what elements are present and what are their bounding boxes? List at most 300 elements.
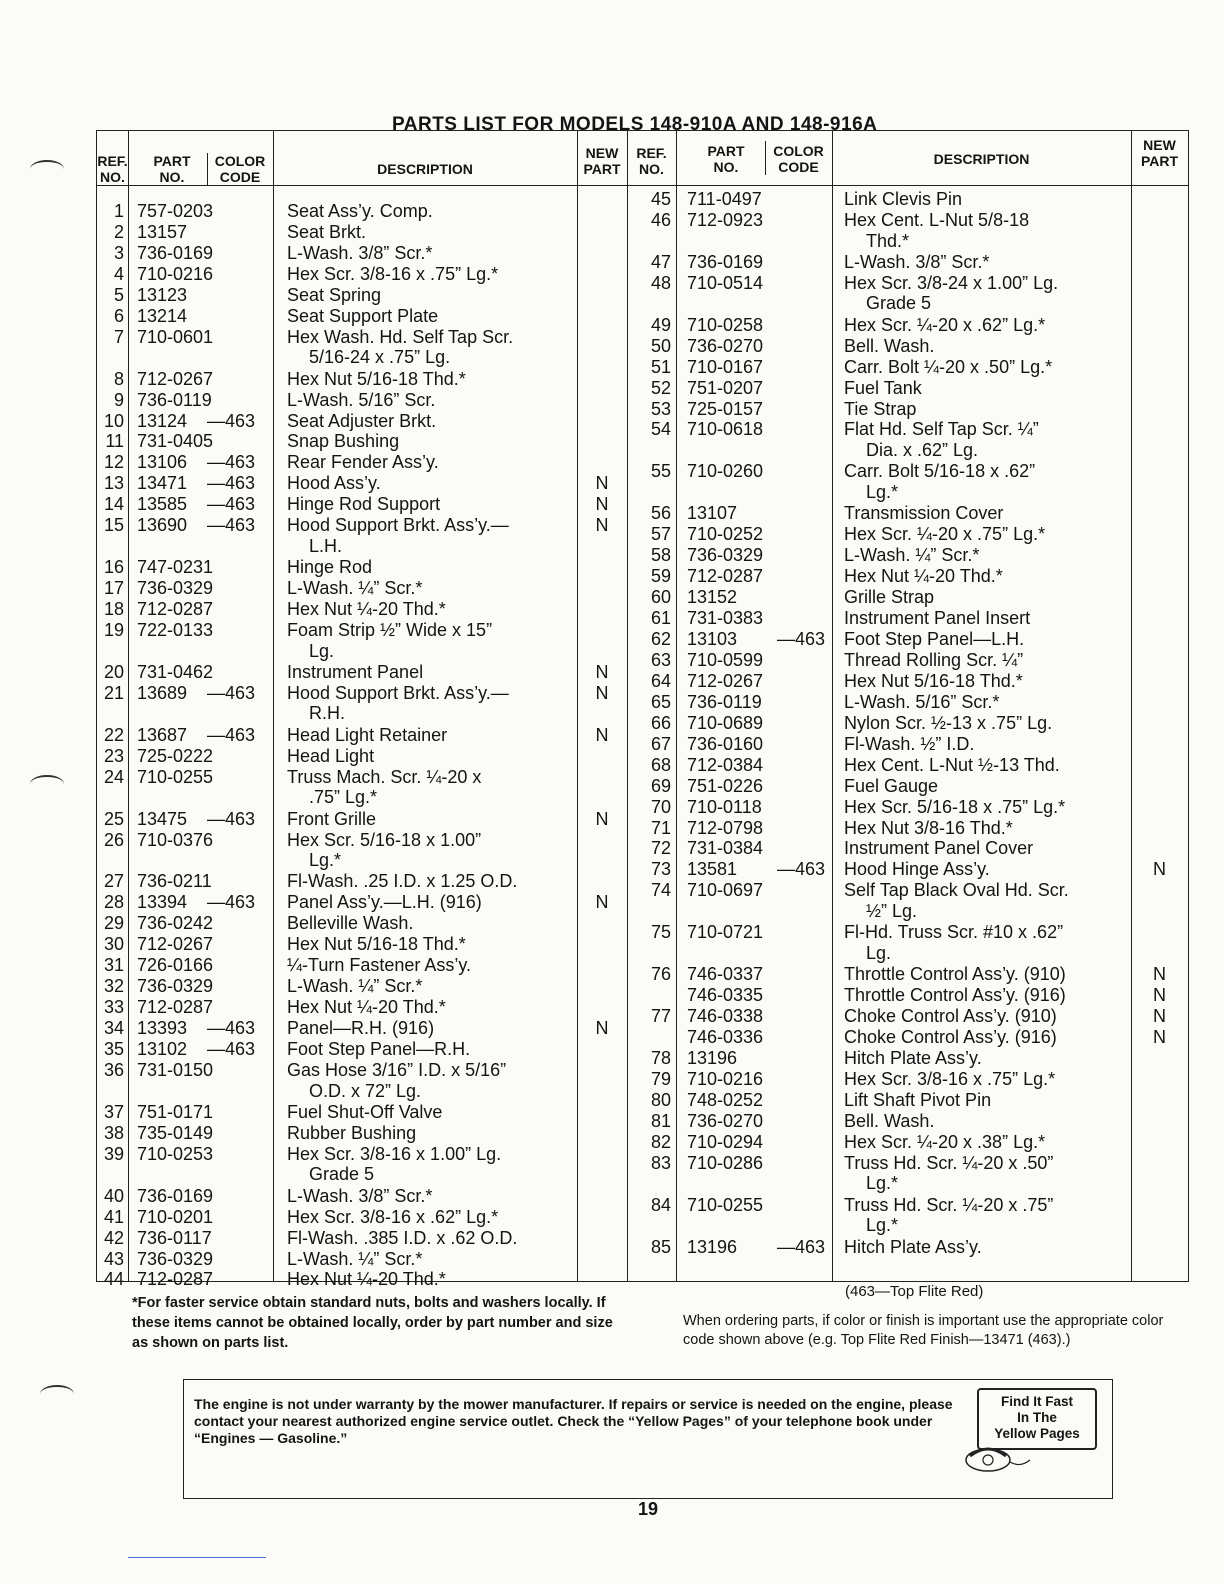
part-description-continued: Lg.* bbox=[866, 1173, 899, 1194]
ref-no: 18 bbox=[103, 599, 124, 620]
part-description: Bell. Wash. bbox=[844, 335, 935, 356]
part-description: Hood Support Brkt. Ass’y.— bbox=[287, 515, 509, 536]
part-description: Hex Scr. ¼-20 x .62” Lg.* bbox=[844, 314, 1046, 335]
part-no: 712-0287 bbox=[687, 566, 764, 587]
ref-no: 61 bbox=[650, 608, 671, 628]
ref-no: 48 bbox=[650, 272, 671, 293]
part-no: 710-0252 bbox=[687, 524, 764, 545]
part-no: 13196 bbox=[687, 1047, 738, 1068]
part-description: Throttle Control Ass’y. (916) bbox=[844, 985, 1066, 1006]
part-description: Hex Scr. 3/8-16 x .75” Lg.* bbox=[287, 263, 499, 284]
ref-no: 63 bbox=[650, 649, 671, 670]
ref-no: 56 bbox=[650, 503, 671, 524]
part-description-continued: Lg.* bbox=[866, 481, 899, 502]
ref-no: 81 bbox=[650, 1110, 671, 1131]
ref-no: 13 bbox=[103, 473, 124, 494]
part-description: Instrument Panel Insert bbox=[844, 608, 1031, 628]
part-no: 712-0287 bbox=[137, 997, 214, 1018]
part-no: 712-0267 bbox=[137, 934, 214, 955]
ref-no: 72 bbox=[650, 838, 671, 859]
part-no: 736-0329 bbox=[137, 976, 214, 997]
scan-mark bbox=[30, 775, 64, 793]
part-description: Hex Wash. Hd. Self Tap Scr. bbox=[287, 326, 514, 347]
ref-no: 14 bbox=[103, 494, 124, 515]
parts-table: REF. NO. PART NO. COLOR CODE DESCRIPTION NEW PART REF. NO. PART NO. COLOR CODE DESCRIPTION NEW PART 1 757-0203 Seat Ass’y. Comp. 2 13157 Seat Brkt. 3 736-0169 L-Wash. 3/8” Scr.* 4 710-0216 Hex Scr. 3/8-16 x .75” Lg.* 5 13123 Seat Spring 6 13214 Seat Support Plate 7 710-0601 Hex Wash. Hd. Self Tap Scr. 5/16-24 x .75” Lg. 8 712-0267 Hex Nut 5/16-18 Thd.* 9 736-0119 L-Wash. 5/16” Scr. 10 13124 —463 Seat Adjuster Brkt. 11 731-0405 Snap Bushing 12 13106 —463 Rear Fender Ass’y. 13 13471 —463 Hood Ass’y. N 14 13585 —463 Hinge Rod Support N 15 13690 —463 Hood Support Brkt. Ass’y.— L.H. N 16 747-0231 Hinge Rod 17 736-0329 L-Wash. ¼” Scr.* 18 712-0287 Hex Nut ¼-20 Thd.* 19 722-0133 Foam Strip ½” Wide x 15” Lg. 20 731-0462 Instrument Panel N 21 13689 —463 Hood Support Brkt. Ass’y.— R.H. N 22 13687 —463 Head Light Retainer N 23 725-0222 Head Light 24 710-0255 Truss Mach. Scr. ¼-20 x .75” Lg.* 25 13475 —463 Front Grille N 26 710-0376 Hex Scr. 5/16-18 x 1.00” Lg.* 27 736-0211 Fl-Wash. .25 I.D. x 1.25 O.D. 28 13394 —463 Panel Ass’y.—L.H. (916) N 29 736-0242 Belleville Wash. 30 712-0267 Hex Nut 5/16-18 Thd.* 31 726-0166 ¼-Turn Fastener Ass’y. 32 736-0329 L-Wash. ¼” Scr.* 33 712-0287 Hex Nut ¼-20 Thd.* 34 13393 —463 Panel—R.H. (916) N 35 13102 —463 Foot Step Panel—R.H. 36 731-0150 Gas Hose 3/16” I.D. x 5/16” O.D. x 72” Lg. 37 751-0171 Fuel Shut-Off Valve 38 735-0149 Rubber Bushing 39 710-0253 Hex Scr. 3/8-16 x 1.00” Lg. Grade 5 40 736-0169 L-Wash. 3/8” Scr.* 41 710-0201 Hex Scr. 3/8-16 x .62” Lg.* 42 736-0117 Fl-Wash. .385 I.D. x .62 O.D. 43 736-0329 L-Wash. ¼” Scr.* 44 712-0287 Hex Nut ¼-20 Thd.* 45 711-0497 Link Clevis Pin 46 712-0923 Hex Cent. L-Nut 5/8-18 Thd.* 47 736-0169 L-Wash. 3/8” Scr.* 48 710-0514 Hex Scr. 3/8-24 x 1.00” Lg. Grade 5 49 710-0258 Hex Scr. ¼-20 x .62” Lg.* 50 736-0270 Bell. Wash. 51 710-0167 Carr. Bolt ¼-20 x .50” Lg.* 52 751-0207 Fuel Tank 53 725-0157 Tie Strap 54 710-0618 Flat Hd. Self Tap Scr. ¼” Dia. x .62” Lg. 55 710-0260 Carr. Bolt 5/16-18 x .62” Lg.* 56 13107 Transmission Cover 57 710-0252 Hex Scr. ¼-20 x .75” Lg.* 58 736-0329 L-Wash. ¼” Scr.* 59 712-0287 Hex Nut ¼-20 Thd.* 60 13152 Grille Strap 61 731-0383 Instrument Panel Insert 62 13103 —463 Foot Step Panel—L.H. 63 710-0599 Thread Rolling Scr. ¼” 64 712-0267 Hex Nut 5/16-18 Thd.* 65 736-0119 L-Wash. 5/16” Scr.* 66 710-0689 Nylon Scr. ½-13 x .75” Lg. 67 736-0160 Fl-Wash. ½” I.D. 68 712-0384 Hex Cent. L-Nut ½-13 Thd. 69 751-0226 Fuel Gauge 70 710-0118 Hex Scr. 5/16-18 x .75” Lg.* 71 712-0798 Hex Nut 3/8-16 Thd.* 72 731-0384 Instrument Panel Cover 73 13581 —463 Hood Hinge Ass’y. N 74 710-0697 Self Tap Black Oval Hd. Scr. ½” Lg. 75 710-0721 Fl-Hd. Truss Scr. #10 x .62” Lg. 76 746-0337 Throttle Control Ass’y. (910) N 746-0335 Throttle Control Ass’y. (916) N 77 746-0338 Choke Control Ass’y. (910) N 746-0336 Choke Control Ass’y. (916) N 78 13196 Hitch Plate Ass’y. 79 710-0216 Hex Scr. 3/8-16 x .75” Lg.* 80 748-0252 Lift Shaft Pivot Pin 81 736-0270 Bell. Wash. 82 710-0294 Hex Scr. ¼-20 x .38” Lg.* 83 710-0286 Truss Hd. Scr. ¼-20 x .50” Lg.* 84 710-0255 Truss Hd. Scr. ¼-20 x .75” Lg.* 85 13196 —463 Hitch Plate Ass’y. bbox=[96, 130, 1189, 1282]
new-part-flag: N bbox=[1153, 1027, 1166, 1047]
part-no: 710-0601 bbox=[137, 326, 214, 347]
color-code: —463 bbox=[207, 473, 256, 494]
part-no: 13581 bbox=[687, 859, 738, 880]
scan-mark bbox=[30, 160, 64, 178]
part-description: Panel—R.H. (916) bbox=[287, 1018, 435, 1039]
part-description: Hex Scr. 3/8-16 x .62” Lg.* bbox=[287, 1206, 499, 1227]
new-part-flag: N bbox=[1153, 859, 1166, 880]
ref-no: 83 bbox=[650, 1152, 671, 1173]
header-ref-no: REF. bbox=[97, 153, 128, 169]
part-description: Hinge Rod Support bbox=[287, 494, 441, 515]
ref-no: 38 bbox=[103, 1122, 124, 1143]
ref-no: 40 bbox=[103, 1185, 124, 1206]
ref-no: 84 bbox=[650, 1194, 671, 1215]
part-no: 757-0203 bbox=[137, 201, 214, 221]
new-part-flag: N bbox=[1153, 985, 1166, 1006]
ref-no: 47 bbox=[650, 251, 671, 272]
ref-no: 15 bbox=[103, 515, 124, 536]
ref-no: 23 bbox=[103, 745, 124, 766]
ref-no: 74 bbox=[650, 880, 671, 901]
part-no: 736-0270 bbox=[687, 1110, 764, 1131]
header-new-part: NEW bbox=[585, 145, 619, 161]
part-description: Seat Spring bbox=[287, 284, 382, 305]
part-no: 13102 bbox=[137, 1039, 188, 1059]
part-no: 736-0242 bbox=[137, 913, 214, 934]
new-part-flag: N bbox=[595, 494, 609, 515]
part-no: 731-0383 bbox=[687, 608, 764, 628]
ref-no: 2 bbox=[113, 221, 124, 242]
new-part-flag: N bbox=[595, 515, 609, 536]
part-no: 746-0337 bbox=[687, 964, 764, 985]
part-description: Hex Nut 5/16-18 Thd.* bbox=[287, 368, 466, 389]
part-description: Snap Bushing bbox=[287, 431, 400, 452]
part-no: 710-0253 bbox=[137, 1143, 214, 1164]
header-color-code: COLOR bbox=[214, 153, 266, 169]
part-no: 746-0336 bbox=[687, 1027, 764, 1047]
ref-no: 79 bbox=[650, 1068, 671, 1089]
part-no: 710-0260 bbox=[687, 461, 764, 482]
part-no: 13690 bbox=[137, 515, 188, 536]
part-no: 13124 bbox=[137, 410, 188, 431]
part-no: 747-0231 bbox=[137, 557, 214, 578]
part-no: 13585 bbox=[137, 494, 188, 515]
part-description: Head Light Retainer bbox=[287, 724, 448, 745]
part-description: Link Clevis Pin bbox=[844, 189, 963, 209]
part-no: 736-0329 bbox=[687, 545, 764, 566]
ref-no: 42 bbox=[103, 1227, 124, 1248]
ref-no: 43 bbox=[103, 1248, 124, 1269]
ref-no: 49 bbox=[650, 314, 671, 335]
ref-no: 80 bbox=[650, 1089, 671, 1110]
telephone-icon bbox=[954, 1438, 1034, 1480]
color-code: —463 bbox=[207, 808, 256, 829]
ref-no: 60 bbox=[650, 587, 671, 608]
part-no: 710-0689 bbox=[687, 712, 764, 733]
part-no: 731-0405 bbox=[137, 431, 214, 452]
part-no: 736-0211 bbox=[137, 871, 212, 892]
ref-no: 44 bbox=[103, 1269, 124, 1290]
ref-no: 6 bbox=[113, 305, 124, 326]
ref-no: 41 bbox=[103, 1206, 124, 1227]
part-description: Hex Scr. 3/8-24 x 1.00” Lg. bbox=[844, 272, 1059, 293]
part-no: 712-0287 bbox=[137, 599, 214, 620]
header-part-no: PART bbox=[153, 153, 191, 169]
part-no: 13107 bbox=[687, 503, 738, 524]
part-no: 712-0798 bbox=[687, 817, 764, 838]
ref-no: 53 bbox=[650, 398, 671, 419]
ref-no: 11 bbox=[105, 431, 124, 452]
color-code: —463 bbox=[777, 628, 826, 649]
part-description: Carr. Bolt 5/16-18 x .62” bbox=[844, 461, 1036, 482]
ref-no: 77 bbox=[650, 1006, 671, 1027]
ref-no: 8 bbox=[113, 368, 124, 389]
new-part-flag: N bbox=[595, 473, 609, 494]
part-no: 710-0514 bbox=[687, 272, 764, 293]
part-description: Fuel Tank bbox=[844, 377, 922, 398]
part-no: 725-0157 bbox=[687, 398, 764, 419]
part-description: Truss Hd. Scr. ¼-20 x .75” bbox=[844, 1194, 1054, 1215]
part-description: Seat Brkt. bbox=[287, 221, 367, 242]
part-no: 736-0329 bbox=[137, 578, 214, 599]
part-description: Fl-Hd. Truss Scr. #10 x .62” bbox=[844, 922, 1064, 943]
part-no: 13123 bbox=[137, 284, 188, 305]
new-part-flag: N bbox=[1153, 964, 1166, 985]
ref-no: 37 bbox=[103, 1101, 124, 1122]
scan-mark bbox=[40, 1385, 74, 1403]
part-description: Throttle Control Ass’y. (910) bbox=[844, 964, 1066, 985]
part-description: Grille Strap bbox=[844, 587, 935, 608]
footnote-standard-hardware: *For faster service obtain standard nuts, bolts and washers locally. If these items cannot be obtained locally, order by part number and size as shown on parts list. bbox=[132, 1295, 613, 1351]
part-description: Hood Support Brkt. Ass’y.— bbox=[287, 682, 509, 703]
part-description: Seat Support Plate bbox=[287, 305, 439, 326]
part-no: 751-0171 bbox=[137, 1101, 214, 1122]
part-no: 710-0167 bbox=[687, 356, 764, 377]
part-no: 731-0150 bbox=[137, 1059, 214, 1080]
ref-no: 57 bbox=[650, 524, 671, 545]
part-description: Seat Ass’y. Comp. bbox=[287, 201, 433, 221]
ref-no: 85 bbox=[650, 1236, 671, 1257]
part-no: 710-0258 bbox=[687, 314, 764, 335]
ref-no: 9 bbox=[113, 389, 124, 410]
part-description: Hex Scr. ¼-20 x .38” Lg.* bbox=[844, 1131, 1046, 1152]
part-description: Hex Scr. 3/8-16 x .75” Lg.* bbox=[844, 1068, 1056, 1089]
ref-no: 71 bbox=[650, 817, 671, 838]
part-no: 710-0721 bbox=[687, 922, 764, 943]
ref-no: 66 bbox=[650, 712, 671, 733]
part-description: Foam Strip ½” Wide x 15” bbox=[287, 620, 493, 640]
new-part-flag: N bbox=[595, 892, 609, 913]
ref-no: 33 bbox=[103, 997, 124, 1018]
part-description: Truss Hd. Scr. ¼-20 x .50” bbox=[844, 1152, 1054, 1173]
part-description: Foot Step Panel—L.H. bbox=[844, 628, 1025, 649]
part-no: 710-0201 bbox=[137, 1206, 214, 1227]
warranty-text: The engine is not under warranty by the mower manufacturer. If repairs or service is needed on the engine, please contact your nearest authorized engine service outlet. Check the “Yellow Pages” of your telephone book under “Engines — Gasoline.” bbox=[194, 1396, 953, 1446]
part-description: Gas Hose 3/16” I.D. x 5/16” bbox=[287, 1059, 507, 1080]
part-no: 710-0255 bbox=[687, 1194, 764, 1215]
part-description-continued: Thd.* bbox=[866, 230, 910, 251]
part-no: 726-0166 bbox=[137, 955, 214, 976]
ref-no: 67 bbox=[650, 733, 671, 754]
header-description-right: DESCRIPTION bbox=[933, 151, 1030, 167]
color-code: —463 bbox=[207, 410, 256, 431]
part-description: Seat Adjuster Brkt. bbox=[287, 410, 437, 431]
ref-no: 10 bbox=[103, 410, 124, 431]
part-no: 710-0216 bbox=[137, 263, 214, 284]
part-description: Hex Nut 5/16-18 Thd.* bbox=[844, 670, 1023, 691]
part-no: 751-0207 bbox=[687, 377, 764, 398]
part-description: Hitch Plate Ass’y. bbox=[844, 1047, 982, 1068]
part-description-continued: R.H. bbox=[309, 703, 345, 724]
ref-no: 32 bbox=[103, 976, 124, 997]
part-no: 748-0252 bbox=[687, 1089, 764, 1110]
ref-no: 58 bbox=[650, 545, 671, 566]
part-no: 710-0255 bbox=[137, 766, 214, 787]
part-description: Hex Nut ¼-20 Thd.* bbox=[287, 1269, 446, 1290]
part-description: Fuel Shut-Off Valve bbox=[287, 1101, 443, 1122]
new-part-flag: N bbox=[595, 661, 609, 682]
ref-no: 39 bbox=[103, 1143, 124, 1164]
part-description: L-Wash. 5/16” Scr.* bbox=[844, 691, 1000, 712]
part-description: L-Wash. 5/16” Scr. bbox=[287, 389, 436, 410]
ref-no: 5 bbox=[113, 284, 124, 305]
part-description: Hex Cent. L-Nut 5/8-18 bbox=[844, 209, 1030, 230]
part-no: 710-0216 bbox=[687, 1068, 764, 1089]
part-description: Hinge Rod bbox=[287, 557, 373, 578]
ref-no: 1 bbox=[113, 201, 124, 221]
part-no: 710-0618 bbox=[687, 419, 764, 440]
ref-no: 82 bbox=[650, 1131, 671, 1152]
ref-no: 3 bbox=[113, 242, 124, 263]
header-ref-no-right: REF. bbox=[636, 145, 667, 161]
part-no: 710-0286 bbox=[687, 1152, 764, 1173]
ref-no: 27 bbox=[103, 871, 124, 892]
ref-no: 12 bbox=[103, 452, 124, 473]
part-no: 13393 bbox=[137, 1018, 188, 1039]
part-no: 13394 bbox=[137, 892, 188, 913]
part-no: 736-0270 bbox=[687, 335, 764, 356]
part-no: 13689 bbox=[137, 682, 188, 703]
part-no: 712-0923 bbox=[687, 209, 764, 230]
part-description: Fuel Gauge bbox=[844, 775, 939, 796]
part-description: Hitch Plate Ass’y. bbox=[844, 1236, 982, 1257]
ref-no: 30 bbox=[103, 934, 124, 955]
part-description: Hex Scr. 5/16-18 x .75” Lg.* bbox=[844, 796, 1066, 817]
page-title: PARTS LIST FOR MODELS 148-910A AND 148-916A bbox=[392, 114, 878, 135]
part-no: 710-0118 bbox=[687, 796, 762, 817]
part-description: Hood Hinge Ass’y. bbox=[844, 859, 990, 880]
ref-no: 64 bbox=[650, 670, 671, 691]
part-description-continued: Lg.* bbox=[309, 850, 342, 871]
part-description-continued: Lg.* bbox=[866, 1215, 899, 1236]
part-description: Rear Fender Ass’y. bbox=[287, 452, 439, 473]
ref-no: 45 bbox=[650, 189, 671, 209]
part-no: 710-0697 bbox=[687, 880, 764, 901]
part-description: L-Wash. ¼” Scr.* bbox=[287, 976, 423, 997]
part-description: Head Light bbox=[287, 745, 375, 766]
yellow-pages-badge: Find It Fast In The Yellow Pages bbox=[977, 1388, 1097, 1450]
part-description-continued: Lg. bbox=[309, 640, 335, 661]
part-no: 751-0226 bbox=[687, 775, 764, 796]
part-no: 712-0267 bbox=[137, 368, 214, 389]
ref-no: 17 bbox=[103, 578, 124, 599]
ref-no: 25 bbox=[103, 808, 124, 829]
page-number: 19 bbox=[638, 1499, 659, 1519]
ref-no: 62 bbox=[650, 628, 671, 649]
ref-no: 36 bbox=[103, 1059, 124, 1080]
ref-no: 69 bbox=[650, 775, 671, 796]
new-part-flag: N bbox=[595, 1018, 609, 1039]
ref-no: 73 bbox=[650, 859, 671, 880]
part-no: 722-0133 bbox=[137, 620, 214, 640]
part-description: Instrument Panel bbox=[287, 661, 424, 682]
ref-no: 7 bbox=[113, 326, 124, 347]
part-description-continued: Grade 5 bbox=[866, 293, 932, 314]
part-description: Hex Scr. ¼-20 x .75” Lg.* bbox=[844, 524, 1046, 545]
part-description: Nylon Scr. ½-13 x .75” Lg. bbox=[844, 712, 1053, 733]
part-no: 736-0329 bbox=[137, 1248, 214, 1269]
part-description: ¼-Turn Fastener Ass’y. bbox=[287, 955, 472, 976]
part-no: 13687 bbox=[137, 724, 188, 745]
color-code-note: (463—Top Flite Red) bbox=[845, 1283, 984, 1300]
ref-no: 19 bbox=[103, 620, 124, 640]
part-description: Transmission Cover bbox=[844, 503, 1004, 524]
part-no: 13475 bbox=[137, 808, 188, 829]
part-description: Front Grille bbox=[287, 808, 377, 829]
color-code: —463 bbox=[207, 494, 256, 515]
part-no: 712-0267 bbox=[687, 670, 764, 691]
part-description: Hex Nut ¼-20 Thd.* bbox=[287, 599, 446, 620]
part-description: L-Wash. 3/8” Scr.* bbox=[844, 251, 990, 272]
part-description: L-Wash. 3/8” Scr.* bbox=[287, 242, 433, 263]
color-code: —463 bbox=[207, 682, 256, 703]
part-no: 731-0462 bbox=[137, 661, 214, 682]
part-no: 710-0376 bbox=[137, 829, 214, 850]
part-no: 736-0119 bbox=[687, 691, 762, 712]
part-no: 736-0160 bbox=[687, 733, 764, 754]
part-description-continued: Dia. x .62” Lg. bbox=[866, 440, 979, 461]
engine-warranty-notice bbox=[183, 1379, 1113, 1499]
header-new-part-right: NEW bbox=[1143, 137, 1176, 153]
color-code: —463 bbox=[207, 1018, 256, 1039]
ref-no: 65 bbox=[650, 691, 671, 712]
ref-no: 50 bbox=[650, 335, 671, 356]
part-no: 735-0149 bbox=[137, 1122, 214, 1143]
part-no: 731-0384 bbox=[687, 838, 764, 859]
part-description: Hex Scr. 3/8-16 x 1.00” Lg. bbox=[287, 1143, 502, 1164]
ref-no: 68 bbox=[650, 754, 671, 775]
part-description-continued: O.D. x 72” Lg. bbox=[309, 1080, 422, 1101]
ref-no: 20 bbox=[103, 661, 124, 682]
part-description: Fl-Wash. .385 I.D. x .62 O.D. bbox=[287, 1227, 518, 1248]
part-description-continued: ½” Lg. bbox=[866, 900, 918, 921]
part-description: Foot Step Panel—R.H. bbox=[287, 1039, 471, 1059]
ref-no: 28 bbox=[103, 892, 124, 913]
part-description-continued: 5/16-24 x .75” Lg. bbox=[309, 347, 451, 368]
part-description: L-Wash. ¼” Scr.* bbox=[844, 545, 980, 566]
part-no: 736-0119 bbox=[137, 389, 212, 410]
new-part-flag: N bbox=[595, 682, 609, 703]
part-description: Fl-Wash. ½” I.D. bbox=[844, 733, 975, 754]
part-description: L-Wash. 3/8” Scr.* bbox=[287, 1185, 433, 1206]
header-part-no-right: PART bbox=[707, 143, 745, 159]
part-description: Carr. Bolt ¼-20 x .50” Lg.* bbox=[844, 356, 1053, 377]
part-description: Belleville Wash. bbox=[287, 913, 414, 934]
part-no: 710-0294 bbox=[687, 1131, 764, 1152]
part-description: Hex Cent. L-Nut ½-13 Thd. bbox=[844, 754, 1060, 775]
part-description: Rubber Bushing bbox=[287, 1122, 417, 1143]
ref-no: 70 bbox=[650, 796, 671, 817]
part-description: Hood Ass’y. bbox=[287, 473, 381, 494]
part-no: 746-0335 bbox=[687, 985, 764, 1006]
part-description: Fl-Wash. .25 I.D. x 1.25 O.D. bbox=[287, 871, 518, 892]
part-no: 13471 bbox=[137, 473, 188, 494]
part-description: Instrument Panel Cover bbox=[844, 838, 1034, 859]
color-code: —463 bbox=[207, 452, 256, 473]
ref-no: 59 bbox=[650, 566, 671, 587]
ref-no: 29 bbox=[103, 913, 124, 934]
part-no: 13106 bbox=[137, 452, 188, 473]
ref-no: 4 bbox=[113, 263, 124, 284]
part-no: 711-0497 bbox=[687, 189, 762, 209]
part-no: 13103 bbox=[687, 628, 738, 649]
part-description: Lift Shaft Pivot Pin bbox=[844, 1089, 992, 1110]
divider bbox=[128, 1557, 266, 1558]
new-part-flag: N bbox=[595, 808, 609, 829]
part-no: 13152 bbox=[687, 587, 738, 608]
part-description: Choke Control Ass’y. (916) bbox=[844, 1027, 1057, 1047]
part-description: Choke Control Ass’y. (910) bbox=[844, 1006, 1057, 1027]
part-description: Truss Mach. Scr. ¼-20 x bbox=[287, 766, 482, 787]
ref-no: 54 bbox=[650, 419, 671, 440]
ref-no: 78 bbox=[650, 1047, 671, 1068]
color-code: —463 bbox=[207, 892, 256, 913]
new-part-flag: N bbox=[1153, 1006, 1166, 1027]
ref-no: 35 bbox=[103, 1039, 124, 1059]
color-code: —463 bbox=[207, 515, 256, 536]
part-no: 712-0287 bbox=[137, 1269, 214, 1290]
header-description: DESCRIPTION bbox=[377, 161, 473, 177]
ref-no: 21 bbox=[103, 682, 124, 703]
part-no: 13196 bbox=[687, 1236, 738, 1257]
part-description-continued: .75” Lg.* bbox=[309, 787, 378, 808]
ref-no: 31 bbox=[103, 955, 124, 976]
part-description: Hex Nut ¼-20 Thd.* bbox=[287, 997, 446, 1018]
part-no: 725-0222 bbox=[137, 745, 214, 766]
part-no: 13157 bbox=[137, 221, 188, 242]
ref-no: 55 bbox=[650, 461, 671, 482]
header-color-code-right: COLOR bbox=[773, 143, 824, 159]
part-description: Tie Strap bbox=[844, 398, 917, 419]
color-code: —463 bbox=[207, 1039, 256, 1059]
color-code: —463 bbox=[207, 724, 256, 745]
ordering-note: When ordering parts, if color or finish is important use the appropriate color code shown above (e.g. Top Flite Red Finish—13471 (463).) bbox=[683, 1313, 1164, 1348]
part-description: Thread Rolling Scr. ¼” bbox=[844, 649, 1024, 670]
part-description: Self Tap Black Oval Hd. Scr. bbox=[844, 880, 1069, 901]
part-description: Hex Scr. 5/16-18 x 1.00” bbox=[287, 829, 482, 850]
part-description: Panel Ass’y.—L.H. (916) bbox=[287, 892, 482, 913]
part-no: 746-0338 bbox=[687, 1006, 764, 1027]
part-no: 712-0384 bbox=[687, 754, 764, 775]
new-part-flag: N bbox=[595, 724, 609, 745]
ref-no: 24 bbox=[103, 766, 124, 787]
